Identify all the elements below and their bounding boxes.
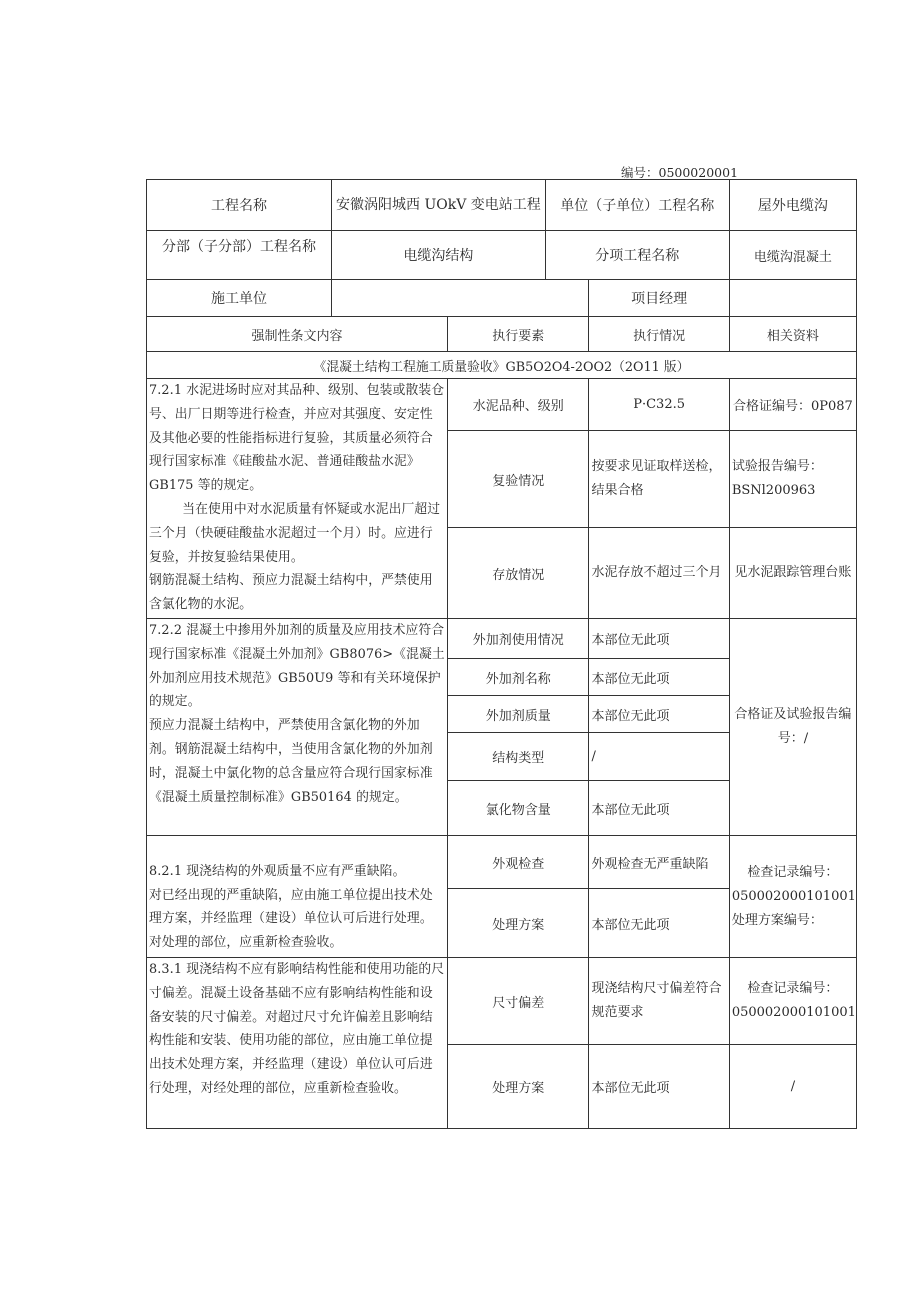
status-structure-type: /	[589, 733, 729, 781]
element-appearance-check: 外观检查	[448, 836, 589, 889]
contractor-value	[332, 280, 589, 317]
element-structure-type: 结构类型	[448, 733, 589, 781]
clause-7-2-2	[147, 619, 448, 836]
element-dimension-deviation: 尺寸偏差	[448, 958, 589, 1045]
project-manager-label: 项目经理	[589, 280, 729, 317]
docs-retest: 试验报告编号：BSNl200963	[729, 431, 856, 528]
item-project-label: 分项工程名称	[545, 231, 729, 280]
sub-division-label: 分部（子分部）工程名称	[147, 231, 332, 280]
element-cement-grade: 水泥品种、级别	[448, 379, 589, 431]
element-storage: 存放情况	[448, 528, 589, 619]
element-treatment-plan-1: 处理方案	[448, 889, 589, 958]
item-project-value: 电缆沟混凝土	[729, 231, 856, 280]
docs-appearance	[729, 836, 856, 958]
clause-7-2-2-para-1: 7.2.2 混凝土中掺用外加剂的质量及应用技术应符合现行国家标准《混凝土外加剂》GB8076>《混凝土外加剂应用技术规范》GB50U9 等和有关环境保护的规定。	[149, 623, 445, 710]
clause-7-2-1-para-1: 7.2.1 水泥进场时应对其品种、级别、包装或散装仓号、出厂日期等进行检查，并应对其强度、安定性及其他必要的性能指标进行复验，其质量必须符合现行国家标准《硅酸盐水泥、普通硅酸盐水泥》GB175 等的规定。	[149, 383, 445, 494]
status-admixture-name: 本部位无此项	[589, 659, 729, 696]
status-appearance-check: 外观检查无严重缺陷	[589, 836, 729, 889]
status-treatment-plan-2: 本部位无此项	[589, 1045, 729, 1129]
docs-appearance-line-1: 检查记录编号：	[747, 864, 839, 880]
status-treatment-plan-1: 本部位无此项	[589, 889, 729, 958]
col-element-heading: 执行要素	[448, 317, 589, 352]
col-status-heading: 执行情况	[589, 317, 729, 352]
clause-8-3-1	[147, 958, 448, 1129]
element-chloride-content: 氯化物含量	[448, 781, 589, 836]
unit-project-value: 屋外电缆沟	[729, 180, 856, 231]
col-docs-heading: 相关资料	[729, 317, 856, 352]
docs-treatment-plan-2: /	[729, 1045, 856, 1129]
clause-7-2-1-para-3: 钢筋混凝土结构、预应力混凝土结构中，严禁使用含氯化物的水泥。	[149, 573, 433, 613]
element-retest: 复验情况	[448, 431, 589, 528]
element-treatment-plan-2: 处理方案	[448, 1045, 589, 1129]
status-chloride-content: 本部位无此项	[589, 781, 729, 836]
docs-admixture: 合格证及试验报告编号：/	[729, 619, 856, 836]
docs-dimension-deviation	[729, 958, 856, 1045]
docs-storage: 见水泥跟踪管理台账	[729, 528, 856, 619]
status-cement-grade: P·C32.5	[589, 379, 729, 431]
mandatory-clause-inspection-table	[146, 179, 857, 1129]
project-manager-value	[729, 280, 856, 317]
unit-project-label: 单位（子单位）工程名称	[545, 180, 729, 231]
docs-cement-grade: 合格证编号：0P087	[729, 379, 856, 431]
standard-title: 《混凝土结构工程施工质量验收》GB5O2O4-2OO2（2O11 版）	[147, 352, 857, 379]
status-dimension-deviation: 现浇结构尺寸偏差符合规范要求	[589, 958, 729, 1045]
status-storage: 水泥存放不超过三个月	[589, 528, 729, 619]
project-name-value: 安徽涡阳城西 UOkV 变电站工程	[332, 180, 546, 231]
element-admixture-quality: 外加剂质量	[448, 696, 589, 733]
clause-8-2-1	[147, 836, 448, 958]
clause-7-2-1-para-2: 当在使用中对水泥质量有怀疑或水泥出厂超过三个月（快硬硅酸盐水泥超过一个月）时。应进行复验，并按复验结果使用。	[149, 501, 441, 565]
docs-appearance-line-2: 050002000101001 处理方案编号：	[731, 888, 856, 928]
element-admixture-use: 外加剂使用情况	[448, 619, 589, 659]
contractor-label: 施工单位	[147, 280, 332, 317]
document-number: 编号：0500020001	[621, 165, 739, 180]
project-name-label: 工程名称	[147, 180, 332, 231]
clause-8-3-1-para-1: 8.3.1 现浇结构不应有影响结构性能和使用功能的尺寸偏差。混凝土设备基础不应有影响结构性能和设备安装的尺寸偏差。对超过尺寸允许偏差且影响结构性能和安装、使用功能的部位，应由施工单位提出技术处理方案，并经监理（建设）单位认可后进行处理，对经处理的部位，应重新检查验收。	[149, 962, 445, 1096]
clause-7-2-1	[147, 379, 448, 619]
clause-8-2-1-para-2: 对已经出现的严重缺陷，应由施工单位提出技术处理方案，并经监理（建设）单位认可后进行处理。对处理的部位，应重新检查验收。	[149, 887, 433, 951]
status-admixture-quality: 本部位无此项	[589, 696, 729, 733]
element-admixture-name: 外加剂名称	[448, 659, 589, 696]
sub-division-value: 电缆沟结构	[332, 231, 546, 280]
clause-7-2-2-para-2: 预应力混凝土结构中，严禁使用含氯化物的外加剂。钢筋混凝土结构中，当使用含氯化物的外加剂时，混凝土中氯化物的总含量应符合现行国家标准《混凝土质量控制标准》GB50164 的规定。	[149, 718, 433, 805]
clause-8-2-1-para-1: 8.2.1 现浇结构的外观质量不应有严重缺陷。	[149, 863, 406, 879]
status-retest: 按要求见证取样送检，结果合格	[589, 431, 729, 528]
docs-dimension-line-1: 检查记录编号：	[747, 981, 839, 996]
status-admixture-use: 本部位无此项	[589, 619, 729, 659]
col-clause-heading: 强制性条文内容	[147, 317, 448, 352]
docs-dimension-line-2: 050002000101001	[731, 1005, 856, 1020]
